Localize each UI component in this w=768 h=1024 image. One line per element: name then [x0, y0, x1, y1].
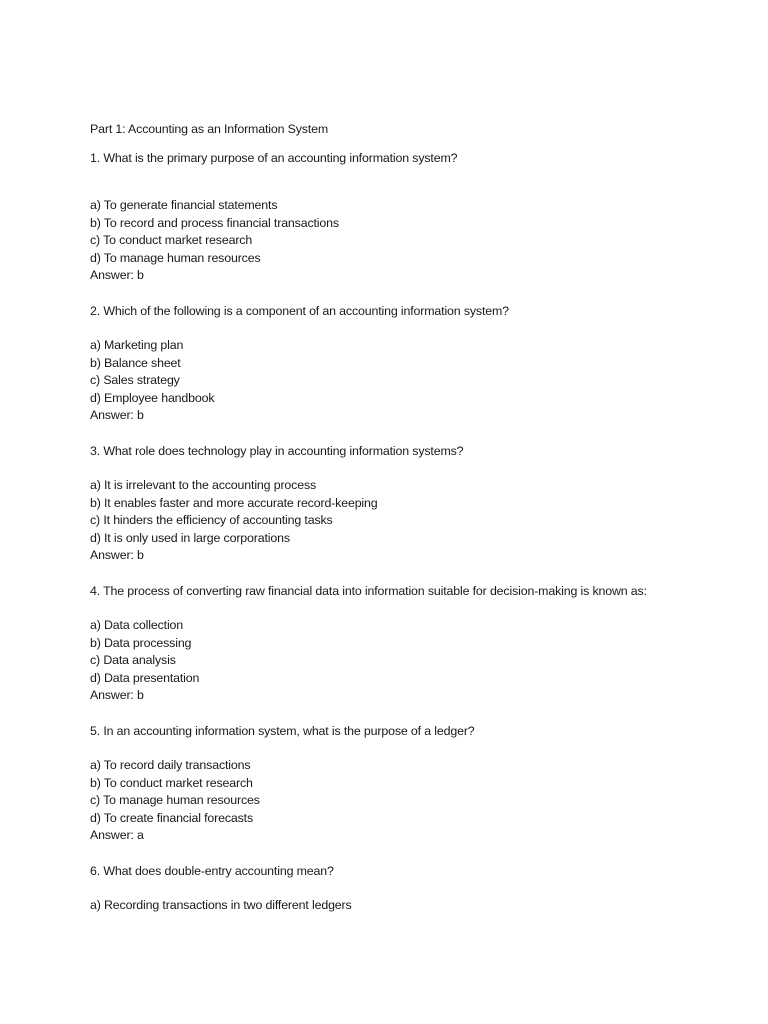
option-b: b) It enables faster and more accurate record-keeping: [90, 495, 378, 510]
option-a: a) To generate financial statements: [90, 198, 278, 212]
question-block: [90, 303, 680, 425]
question-block: [90, 443, 680, 565]
option-b: b) To record and process financial transactions: [90, 215, 339, 230]
option-c: c) Data analysis: [90, 653, 176, 667]
question-block: [90, 150, 680, 285]
question-text: 2. Which of the following is a component of an accounting information system?: [90, 303, 509, 318]
option-b: b) Balance sheet: [90, 355, 181, 370]
option-b: b) Data processing: [90, 635, 192, 650]
question-block: [90, 583, 680, 705]
option-a: a) Data collection: [90, 618, 184, 632]
answer-text: Answer: b: [90, 268, 144, 282]
option-d: d) It is only used in large corporations: [90, 530, 290, 545]
option-a: a) Marketing plan: [90, 338, 184, 352]
document-content: [90, 121, 680, 915]
option-c: c) To manage human resources: [90, 793, 260, 807]
question-text: 1. What is the primary purpose of an accounting information system?: [90, 150, 458, 165]
option-c: c) Sales strategy: [90, 373, 180, 387]
answer-text: Answer: b: [90, 688, 144, 702]
answer-text: Answer: b: [90, 548, 144, 562]
option-list: [90, 757, 680, 827]
option-a: a) It is irrelevant to the accounting process: [90, 478, 317, 492]
option-list: [90, 477, 680, 547]
option-d: d) Employee handbook: [90, 390, 215, 405]
question-text: 4. The process of converting raw financial data into information suitable for decision-making is known as:: [90, 583, 647, 598]
question-text: 6. What does double-entry accounting mean?: [90, 863, 334, 878]
question-text: 5. In an accounting information system, what is the purpose of a ledger?: [90, 723, 475, 738]
answer-text: Answer: a: [90, 828, 144, 842]
answer-text: Answer: b: [90, 408, 144, 422]
option-c: c) To conduct market research: [90, 233, 253, 247]
option-d: d) Data presentation: [90, 670, 200, 685]
option-d: d) To manage human resources: [90, 250, 261, 265]
option-b: b) To conduct market research: [90, 775, 253, 790]
option-list: [90, 897, 680, 915]
question-text: 3. What role does technology play in accounting information systems?: [90, 443, 464, 458]
question-block: [90, 723, 680, 845]
option-list: [90, 337, 680, 407]
option-list: [90, 617, 680, 687]
section-title: Part 1: Accounting as an Information System: [90, 122, 329, 136]
option-a: a) Recording transactions in two different ledgers: [90, 898, 352, 912]
question-block: [90, 863, 680, 915]
option-a: a) To record daily transactions: [90, 758, 251, 772]
option-d: d) To create financial forecasts: [90, 810, 254, 825]
option-list: [90, 197, 680, 267]
option-c: c) It hinders the efficiency of accounting tasks: [90, 513, 333, 527]
